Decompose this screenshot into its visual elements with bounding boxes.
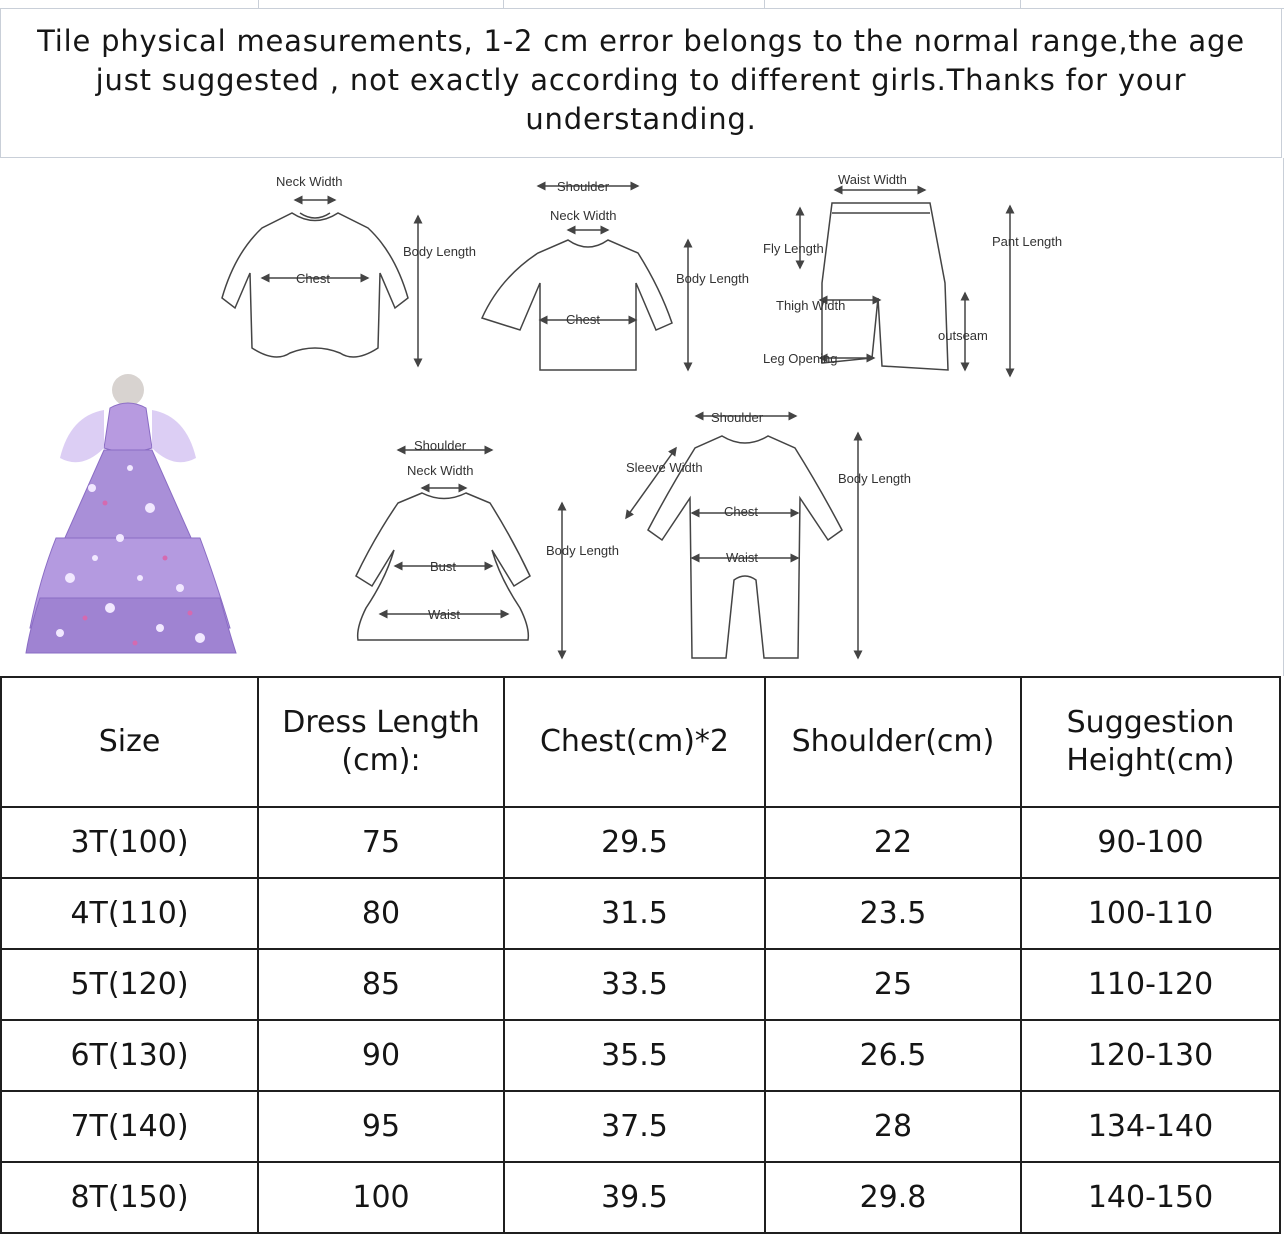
cell-size: 3T(100) xyxy=(1,807,258,878)
pants-outseam-label: outseam xyxy=(938,328,988,343)
cell-dress-length: 90 xyxy=(258,1020,504,1091)
pants-waist-label: Waist Width xyxy=(838,172,907,187)
tshirt-body-label: Body Length xyxy=(676,271,750,286)
grid-line xyxy=(503,0,504,8)
header-size: Size xyxy=(1,677,258,807)
cell-shoulder: 23.5 xyxy=(765,878,1021,949)
header-suggestion-height: Suggestion Height(cm) xyxy=(1021,677,1280,807)
cell-shoulder: 29.8 xyxy=(765,1162,1021,1233)
tshirt-neck-label: Neck Width xyxy=(550,208,617,223)
cell-dress-length: 80 xyxy=(258,878,504,949)
table-row xyxy=(1,1091,1280,1162)
dress-body-label: Body Length xyxy=(546,543,620,558)
table-row xyxy=(1,949,1280,1020)
romper-sleeve-label: Sleeve Width xyxy=(626,460,703,475)
cell-size: 4T(110) xyxy=(1,878,258,949)
pants-leg-label: Leg Opening xyxy=(763,351,838,366)
tshirt-shoulder-label: Shoulder xyxy=(557,179,610,194)
cell-height: 100-110 xyxy=(1021,878,1280,949)
table-header-row xyxy=(1,677,1280,807)
dress-photo xyxy=(26,374,236,653)
romper-chest-label: Chest xyxy=(724,504,758,519)
dress-diagram xyxy=(356,450,562,658)
cell-height: 140-150 xyxy=(1021,1162,1280,1233)
romper-body-label: Body Length xyxy=(838,471,912,486)
cell-shoulder: 28 xyxy=(765,1091,1021,1162)
cell-height: 110-120 xyxy=(1021,949,1280,1020)
romper-diagram xyxy=(626,416,858,658)
dress-bust-label: Bust xyxy=(430,559,457,574)
romper-shoulder-label: Shoulder xyxy=(711,410,764,425)
cell-shoulder: 26.5 xyxy=(765,1020,1021,1091)
grid-line xyxy=(764,0,765,8)
cell-chest: 31.5 xyxy=(504,878,765,949)
cell-dress-length: 100 xyxy=(258,1162,504,1233)
table-row xyxy=(1,1020,1280,1091)
cell-dress-length: 85 xyxy=(258,949,504,1020)
pants-thigh-label: Thigh Width xyxy=(776,298,846,313)
cell-height: 120-130 xyxy=(1021,1020,1280,1091)
cell-shoulder: 25 xyxy=(765,949,1021,1020)
cell-height: 134-140 xyxy=(1021,1091,1280,1162)
cell-dress-length: 75 xyxy=(258,807,504,878)
cell-size: 5T(120) xyxy=(1,949,258,1020)
bodysuit-body-label: Body Length xyxy=(403,244,477,259)
cell-shoulder: 22 xyxy=(765,807,1021,878)
note-text: Tile physical measurements, 1-2 cm error belongs to the normal range,the age just suggested , not exactly according to different girls.Thanks for your understanding. xyxy=(37,24,1245,136)
dress-shoulder-label: Shoulder xyxy=(414,438,467,453)
table-row xyxy=(1,1162,1280,1233)
grid-line xyxy=(1020,0,1021,8)
cell-chest: 39.5 xyxy=(504,1162,765,1233)
pants-pant-label: Pant Length xyxy=(992,234,1063,249)
header-dress-length: Dress Length (cm): xyxy=(258,677,504,807)
size-chart-table xyxy=(0,676,1281,1234)
bodysuit-neck-label: Neck Width xyxy=(276,174,343,189)
header-chest: Chest(cm)*2 xyxy=(504,677,765,807)
table-row xyxy=(1,878,1280,949)
table-row xyxy=(1,807,1280,878)
measurement-diagrams xyxy=(0,158,1284,676)
cell-chest: 35.5 xyxy=(504,1020,765,1091)
bodysuit-chest-label: Chest xyxy=(296,271,330,286)
cell-height: 90-100 xyxy=(1021,807,1280,878)
cell-chest: 37.5 xyxy=(504,1091,765,1162)
header-shoulder: Shoulder(cm) xyxy=(765,677,1021,807)
pants-diagram xyxy=(800,190,1010,376)
dress-neck-label: Neck Width xyxy=(407,463,474,478)
cell-size: 8T(150) xyxy=(1,1162,258,1233)
measurement-illustration xyxy=(0,158,1284,676)
measurement-note xyxy=(0,8,1282,158)
romper-waist-label: Waist xyxy=(726,550,759,565)
cell-chest: 33.5 xyxy=(504,949,765,1020)
pants-fly-label: Fly Length xyxy=(763,241,824,256)
dress-waist-label: Waist xyxy=(428,607,461,622)
cell-dress-length: 95 xyxy=(258,1091,504,1162)
grid-line xyxy=(258,0,259,8)
cell-size: 6T(130) xyxy=(1,1020,258,1091)
tshirt-chest-label: Chest xyxy=(566,312,600,327)
cell-size: 7T(140) xyxy=(1,1091,258,1162)
cell-chest: 29.5 xyxy=(504,807,765,878)
